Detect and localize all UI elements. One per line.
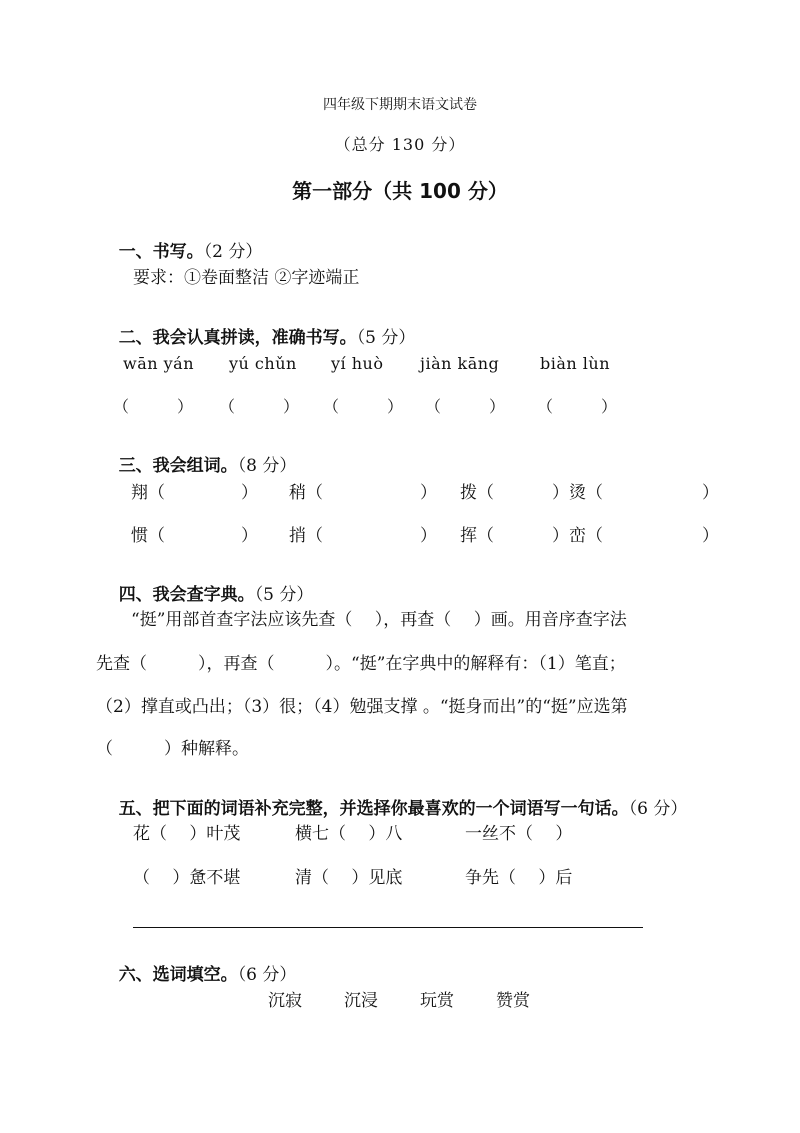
- section-3-heading: [95, 441, 296, 492]
- pinyin-answer-blank-5[interactable]: （ ）: [537, 397, 618, 416]
- word-group-row-2-item-2-open: 捎（: [289, 526, 323, 546]
- pinyin-2: yú chǔn: [229, 354, 297, 373]
- word-group-row-2-item-4-close: ）: [702, 526, 719, 546]
- dictionary-question-line-4: （ ）种解释。: [96, 739, 249, 759]
- word-group-row-2-item-3-open: 挥（: [460, 526, 494, 546]
- idiom-row-2-item-3: 争先（ ）后: [465, 868, 573, 888]
- pinyin-5: biàn lùn: [540, 354, 611, 373]
- word-group-row-2-item-1-close: ）: [241, 526, 258, 546]
- pinyin-3: yí huò: [331, 354, 384, 373]
- sentence-answer-line[interactable]: [133, 927, 643, 928]
- idiom-row-1-item-2: 横七（ ）八: [295, 824, 403, 844]
- pinyin-answer-blank-2[interactable]: （ ）: [219, 397, 300, 416]
- dictionary-question-line-3: （2）撑直或凸出；（3）很；（4）勉强支撑 。“挺身而出”的“挺”应选第: [96, 697, 628, 717]
- section-3-points: （8 分）: [237, 456, 297, 476]
- section-2-points: （5 分）: [356, 328, 416, 348]
- dictionary-question-line-1: “挺”用部首查字法应该先查（ ），再查（ ）画。用音序查字法: [131, 610, 627, 630]
- pinyin-4: jiàn kāng: [420, 354, 500, 373]
- word-choice-3: 玩赏: [420, 991, 454, 1011]
- section-5-title: 五、把下面的词语补充完整，并选择你最喜欢的一个词语写一句话。: [118, 799, 629, 819]
- pinyin-answer-blank-1[interactable]: （ ）: [113, 397, 194, 416]
- word-choice-4: 赞赏: [496, 991, 530, 1011]
- exam-total-score: （总分 130 分）: [334, 135, 466, 154]
- section-4-title: 四、我会查字典。: [118, 585, 255, 605]
- section-2-title: 二、我会认真拼读，准确书写。: [118, 328, 357, 348]
- section-6-heading: [95, 950, 296, 1001]
- section-1-points: （2 分）: [203, 242, 263, 262]
- section-1-requirement: 要求：①卷面整洁 ②字迹端正: [133, 268, 360, 288]
- word-group-row-1-item-2-open: 稍（: [289, 483, 323, 503]
- word-choice-2: 沉浸: [344, 991, 378, 1011]
- idiom-row-1-item-1: 花（ ）叶茂: [133, 824, 241, 844]
- dictionary-question-line-2: 先查（ ），再查（ ）。“挺”在字典中的解释有：（1）笔直；: [96, 654, 626, 674]
- section-6-points: （6 分）: [237, 965, 297, 985]
- pinyin-1: wān yán: [123, 354, 195, 373]
- section-3-title: 三、我会组词。: [118, 456, 238, 476]
- idiom-row-1-item-3: 一丝不（ ）: [465, 824, 573, 844]
- pinyin-answer-blank-4[interactable]: （ ）: [425, 397, 506, 416]
- word-group-row-1-item-3-open: 拨（: [460, 483, 494, 503]
- section-1-title: 一、书写。: [118, 242, 204, 262]
- word-group-row-1-item-4-close: ）: [702, 483, 719, 503]
- idiom-row-2-item-2: 清（ ）见底: [295, 868, 403, 888]
- idiom-row-2-item-1: （ ）惫不堪: [133, 868, 241, 888]
- pinyin-answer-blank-3[interactable]: （ ）: [323, 397, 404, 416]
- word-group-row-1-item-2-close: ）: [420, 483, 437, 503]
- word-group-row-1-item-1-open: 翔（: [131, 483, 165, 503]
- word-group-row-2-item-4-open: ）峦（: [552, 526, 603, 546]
- word-group-row-2-item-2-close: ）: [420, 526, 437, 546]
- section-6-title: 六、选词填空。: [118, 965, 238, 985]
- section-4-points: （5 分）: [254, 585, 314, 605]
- word-group-row-1-item-1-close: ）: [241, 483, 258, 503]
- word-group-row-2-item-1-open: 惯（: [131, 526, 165, 546]
- exam-title: 四年级下期期末语文试卷: [323, 97, 477, 113]
- word-group-row-1-item-4-open: ）烫（: [552, 483, 603, 503]
- part-one-title: 第一部分（共 100 分）: [292, 179, 508, 203]
- word-choice-1: 沉寂: [268, 991, 302, 1011]
- section-5-points: （6 分）: [628, 799, 688, 819]
